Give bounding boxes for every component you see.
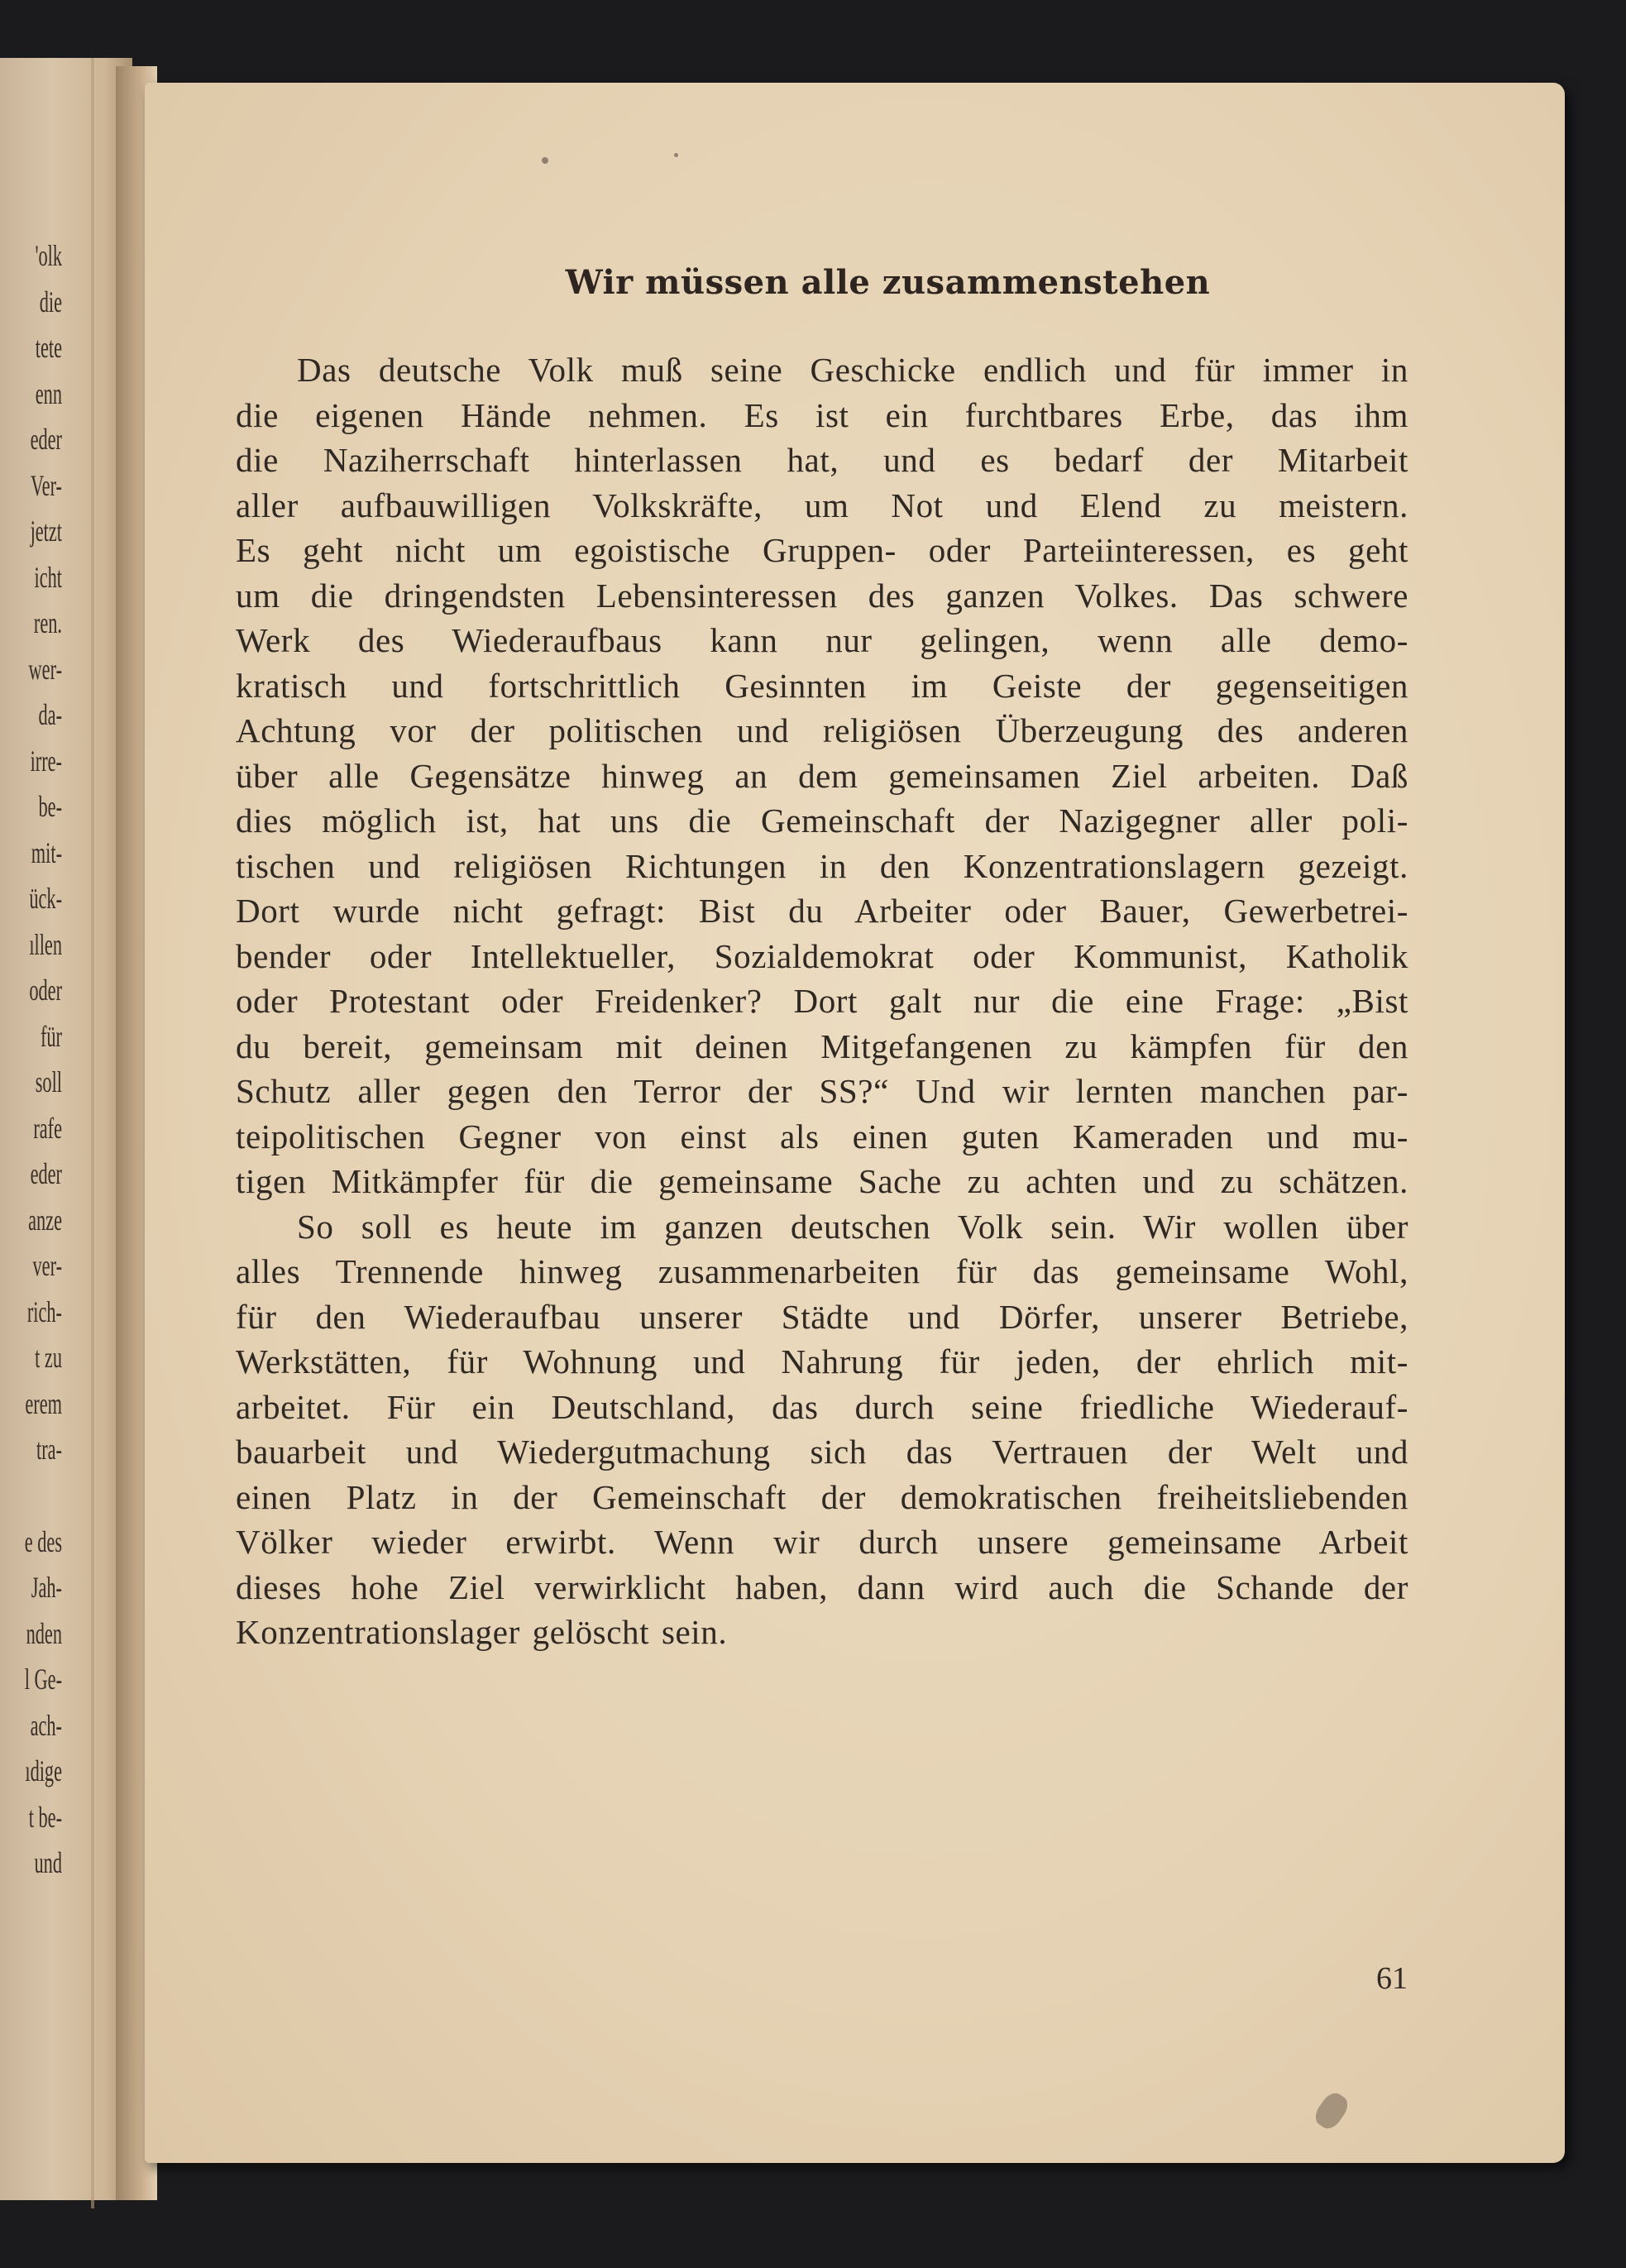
text-line: die Naziherrschaft hinterlassen hat, und es bedarf der Mitarbeit <box>236 441 1408 479</box>
page-number: 61 <box>1376 1961 1408 1996</box>
left-fragment: da- <box>38 698 62 731</box>
left-fragment-gap <box>24 1473 63 1519</box>
text-line: du bereit, gemeinsam mit deinen Mitgefangenen zu kämpfen für den <box>236 1026 1408 1065</box>
left-fragment: tra- <box>36 1433 62 1466</box>
left-fragment: enn <box>35 376 62 410</box>
left-fragment: Jah- <box>31 1571 62 1604</box>
left-page-text-fragments <box>24 233 63 1887</box>
left-fragment: t zu <box>35 1341 62 1374</box>
left-fragment: mit- <box>31 835 62 869</box>
text-line: um die dringendsten Lebensinteressen des ganzen Volkes. Das schwere <box>236 576 1408 615</box>
left-fragment: ıdige <box>25 1754 62 1787</box>
text-line: Werkstätten, für Wohnung und Nahrung für jeden, der ehrlich mit- <box>236 1342 1408 1380</box>
text-line: So soll es heute im ganzen deutschen Volk sein. Wir wollen über <box>297 1207 1408 1246</box>
left-fragment: eder <box>30 423 62 456</box>
right-page <box>145 83 1565 2163</box>
text-line: teipolitischen Gegner von einst als einen guten Kameraden und mu- <box>236 1117 1408 1156</box>
text-line: Achtung vor der politischen und religiösen Überzeugung des anderen <box>236 711 1408 749</box>
text-line: alles Trennende hinweg zusammenarbeiten für das gemeinsame Wohl, <box>236 1252 1408 1290</box>
left-fragment: wer- <box>28 652 62 686</box>
text-line: bauarbeit und Wiedergutmachung sich das Vertrauen der Welt und <box>236 1433 1408 1471</box>
left-fragment: t be- <box>28 1800 62 1834</box>
left-fragment: die <box>39 285 62 318</box>
left-fragment: oder <box>29 974 62 1007</box>
text-line: oder Protestant oder Freidenker? Dort galt nur die eine Frage: „Bist <box>236 982 1408 1020</box>
left-fragment: ach- <box>30 1708 62 1742</box>
left-fragment: jetzt <box>30 514 62 548</box>
text-line: kratisch und fortschrittlich Gesinnten im Geiste der gegenseitigen <box>236 666 1408 705</box>
text-line: dies möglich ist, hat uns die Gemeinschaft der Nazigegner aller poli- <box>236 801 1408 840</box>
body-text <box>236 347 1408 1655</box>
left-fragment: Ver- <box>31 468 62 502</box>
text-line: arbeitet. Für ein Deutschland, das durch seine friedliche Wiederauf- <box>236 1387 1408 1426</box>
left-page-edge <box>0 58 132 2200</box>
left-fragment: anze <box>28 1203 62 1237</box>
text-line: Das deutsche Volk muß seine Geschicke endlich und für immer in <box>297 351 1408 389</box>
left-fragment: tete <box>35 331 62 364</box>
left-fragment: 'olk <box>35 239 62 272</box>
left-fragment: l Ge- <box>24 1663 62 1696</box>
left-fragment: e des <box>24 1524 62 1558</box>
left-fragment: und <box>34 1846 62 1879</box>
page-title: Wir müssen alle zusammenstehen <box>565 263 1211 302</box>
text-line: dieses hohe Ziel verwirklicht haben, dann wird auch die Schande der <box>236 1567 1408 1606</box>
left-fragment: icht <box>34 560 62 594</box>
paper-stain <box>1311 2089 1352 2132</box>
text-line: Werk des Wiederaufbaus kann nur gelingen, wenn alle demo- <box>236 621 1408 659</box>
text-line: Völker wieder erwirbt. Wenn wir durch unsere gemeinsame Arbeit <box>236 1523 1408 1561</box>
text-line: bender oder Intellektueller, Sozialdemokrat oder Kommunist, Katholik <box>236 936 1408 975</box>
text-line: die eigenen Hände nehmen. Es ist ein furchtbares Erbe, das ihm <box>236 395 1408 434</box>
left-fragment: irre- <box>30 744 62 778</box>
left-fragment: rafe <box>33 1111 62 1145</box>
left-fragment: be- <box>38 790 62 823</box>
text-line: aller aufbauwilligen Volkskräfte, um Not und Elend zu meistern. <box>236 486 1408 524</box>
text-line: Dort wurde nicht gefragt: Bist du Arbeiter oder Bauer, Gewerbetrei- <box>236 892 1408 930</box>
left-fragment: rich- <box>26 1294 62 1328</box>
text-line: über alle Gegensätze hinweg an dem gemeinsamen Ziel arbeiten. Daß <box>236 756 1408 795</box>
left-fragment: ver- <box>32 1249 62 1282</box>
left-page-fold-line <box>91 58 94 2208</box>
text-line: tischen und religiösen Richtungen in den Konzentrationslagern gezeigt. <box>236 846 1408 885</box>
left-fragment: eder <box>30 1157 62 1190</box>
text-line: Schutz aller gegen den Terror der SS?“ Und wir lernten manchen par- <box>236 1072 1408 1110</box>
text-line: einen Platz in der Gemeinschaft der demokratischen freiheitsliebenden <box>236 1477 1408 1516</box>
text-line: Konzentrationslager gelöscht sein. <box>236 1613 728 1651</box>
left-fragment: soll <box>35 1065 62 1098</box>
left-fragment: ren. <box>33 606 62 639</box>
text-line: für den Wiederaufbau unserer Städte und Dörfer, unserer Betriebe, <box>236 1297 1408 1336</box>
paper-speck <box>542 157 548 164</box>
text-line: tigen Mitkämpfer für die gemeinsame Sache zu achten und zu schätzen. <box>236 1162 1408 1200</box>
left-fragment: ück- <box>29 882 62 915</box>
paper-speck <box>674 153 678 157</box>
left-fragment: erem <box>25 1386 63 1420</box>
text-line: Es geht nicht um egoistische Gruppen- oder Parteiinteressen, es geht <box>236 531 1408 569</box>
left-fragment: nden <box>26 1616 62 1650</box>
left-fragment: ıllen <box>29 927 62 961</box>
left-fragment: für <box>40 1019 62 1053</box>
